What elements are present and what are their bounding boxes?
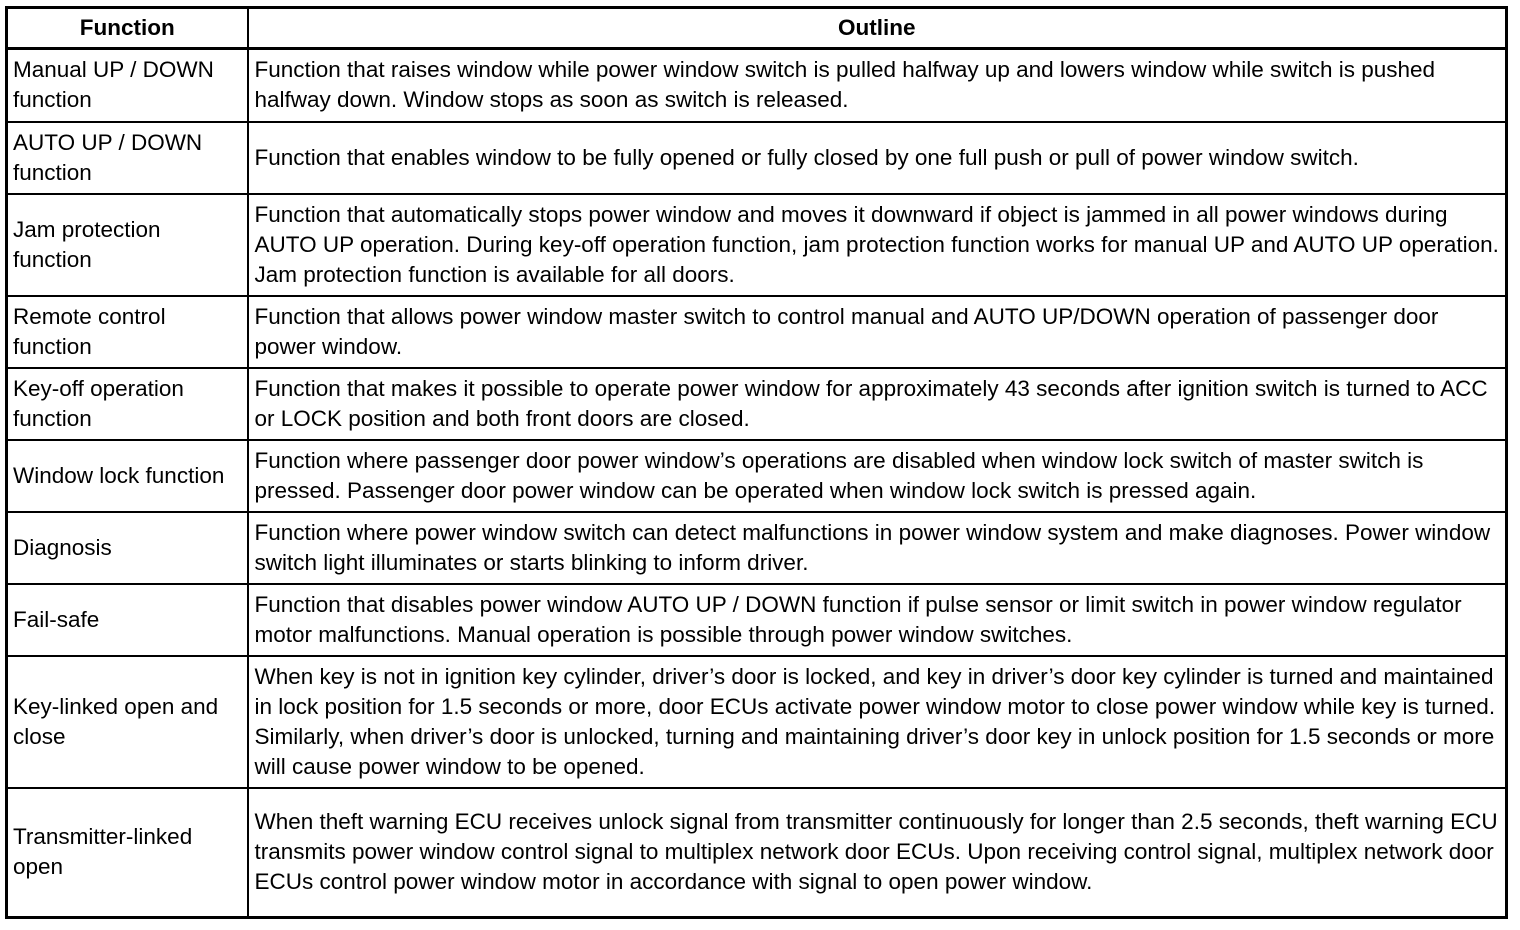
outline-cell: Function that allows power window master switch to control manual and AUTO UP/DOWN operation of passenger door power window. [248, 296, 1507, 368]
function-cell: Diagnosis [7, 512, 248, 584]
function-cell: Window lock function [7, 440, 248, 512]
table-row [7, 296, 1507, 368]
table-row [7, 788, 1507, 918]
outline-cell: Function that automatically stops power window and moves it downward if object is jammed in all power windows during AUTO UP operation. During key-off operation function, jam protection function works for manual UP and AUTO UP operation. Jam protection function is available for all doors. [248, 194, 1507, 296]
function-cell: Manual UP / DOWN function [7, 49, 248, 122]
header-row [7, 8, 1507, 49]
outline-cell: Function that disables power window AUTO UP / DOWN function if pulse sensor or limit switch in power window regulator motor malfunctions. Manual operation is possible through power window switches. [248, 584, 1507, 656]
table-row [7, 512, 1507, 584]
function-cell: Fail-safe [7, 584, 248, 656]
function-cell: Transmitter-linked open [7, 788, 248, 918]
outline-cell: Function that enables window to be fully opened or fully closed by one full push or pull of power window switch. [248, 122, 1507, 194]
function-cell: Remote control function [7, 296, 248, 368]
outline-cell: When theft warning ECU receives unlock signal from transmitter continuously for longer than 2.5 seconds, theft warning ECU transmits power window control signal to multiplex network door ECUs. Upon receiving control signal, multiplex network door ECUs control power window motor in accordance with signal to open power window. [248, 788, 1507, 918]
outline-cell: Function that makes it possible to operate power window for approximately 43 seconds after ignition switch is turned to ACC or LOCK position and both front doors are closed. [248, 368, 1507, 440]
table-row [7, 49, 1507, 122]
table-header [7, 8, 1507, 49]
table-row [7, 584, 1507, 656]
table-row [7, 368, 1507, 440]
function-cell: Jam protection function [7, 194, 248, 296]
table-row [7, 656, 1507, 788]
table-body [7, 49, 1507, 918]
table-row [7, 122, 1507, 194]
function-cell: Key-off operation function [7, 368, 248, 440]
outline-cell: When key is not in ignition key cylinder, driver’s door is locked, and key in driver’s door key cylinder is turned and maintained in lock position for 1.5 seconds or more, door ECUs activate power window motor to close power window while key is turned. Similarly, when driver’s door is unlocked, turning and maintaining driver’s door key in unlock position for 1.5 seconds or more will cause power window to be opened. [248, 656, 1507, 788]
outline-column-header: Outline [248, 8, 1507, 49]
function-cell: AUTO UP / DOWN function [7, 122, 248, 194]
outline-cell: Function where power window switch can detect malfunctions in power window system and make diagnoses. Power window switch light illuminates or starts blinking to inform driver. [248, 512, 1507, 584]
function-cell: Key-linked open and close [7, 656, 248, 788]
function-column-header: Function [7, 8, 248, 49]
table-row [7, 440, 1507, 512]
outline-cell: Function where passenger door power window’s operations are disabled when window lock switch of master switch is pressed. Passenger door power window can be operated when window lock switch is pressed again. [248, 440, 1507, 512]
function-outline-table [5, 6, 1508, 919]
table-row [7, 194, 1507, 296]
outline-cell: Function that raises window while power window switch is pulled halfway up and lowers window while switch is pushed halfway down. Window stops as soon as switch is released. [248, 49, 1507, 122]
